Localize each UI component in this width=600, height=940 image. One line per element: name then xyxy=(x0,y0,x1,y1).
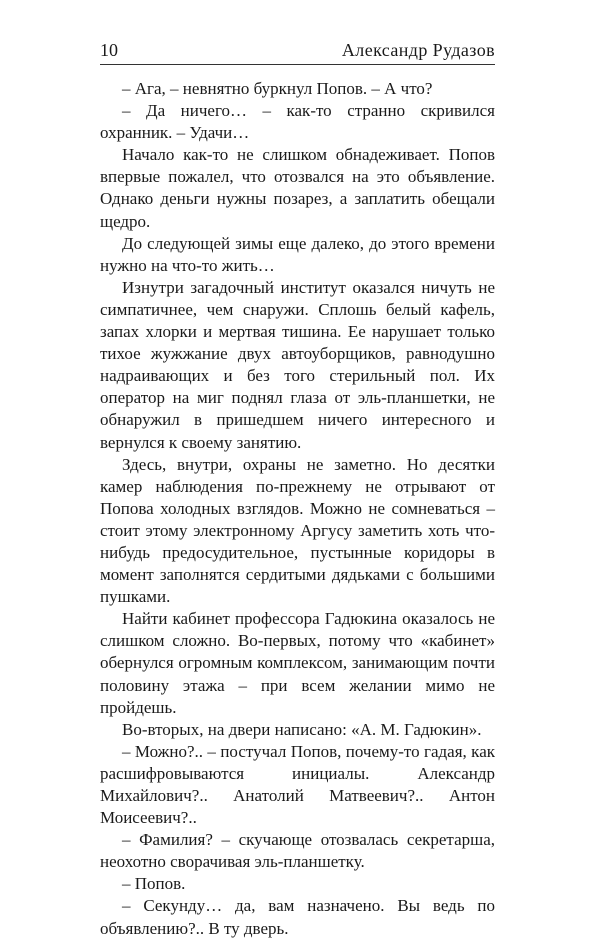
running-title: Александр Рудазов xyxy=(341,40,495,60)
paragraph: – Можно?.. – постучал Попов, почему-то гадая, как расшифровываются инициалы. Александр Михайлович?.. Анатолий Матвеевич?.. Антон Моисеевич?.. xyxy=(100,741,495,828)
paragraph: Во-вторых, на двери написано: «А. М. Гадюкин». xyxy=(122,719,482,739)
paragraph: Здесь, внутри, охраны не заметно. Но десятки камер наблюдения по-прежнему не отрывают от Попова холодных взглядов. Можно не сомневаться – стоит этому электронному Аргусу заметить хоть что-нибудь предосудительное, пустынные коридоры в момент заполнятся сердитыми дядьками с большими пушками. xyxy=(100,454,495,607)
paragraph: – Попов. xyxy=(122,874,186,894)
paragraph: Найти кабинет профессора Гадюкина оказалось не слишком сложно. Во-первых, потому что «кабинет» обернулся огромным комплексом, занимающим почти половину этажа – при всем желании мимо не пройдешь. xyxy=(100,609,495,717)
paragraph: До следующей зимы еще далеко, до этого времени нужно на что-то жить… xyxy=(100,233,495,275)
body-text xyxy=(100,78,495,940)
paragraph: – Ага, – невнятно буркнул Попов. – А что? xyxy=(122,79,433,98)
paragraph: Начало как-то не слишком обнадеживает. Попов впервые пожалел, что отозвался на это объявление. Однако деньги нужны позарез, а заплатить обещали щедро. xyxy=(100,145,495,231)
paragraph: – Фамилия? – скучающе отозвалась секретарша, неохотно сворачивая эль-планшетку. xyxy=(100,830,495,872)
paragraph: – Да ничего… – как-то странно скривился охранник. – Удачи… xyxy=(100,101,495,143)
page-header xyxy=(100,38,495,65)
paragraph: Изнутри загадочный институт оказался ничуть не симпатичнее, чем снаружи. Сплошь белый кафель, запах хлорки и мертвая тишина. Ее нарушает только тихое жужжание двух автоуборщиков, равнодушно надраивающих и без того стерильный пол. Их оператор на миг поднял глаза от эль-планшетки, не обнаружил в пришедшем ничего интересного и вернулся к своему занятию. xyxy=(100,277,495,452)
paragraph: – Секунду… да, вам назначено. Вы ведь по объявлению?.. В ту дверь. xyxy=(100,896,495,938)
page-number: 10 xyxy=(100,40,118,60)
